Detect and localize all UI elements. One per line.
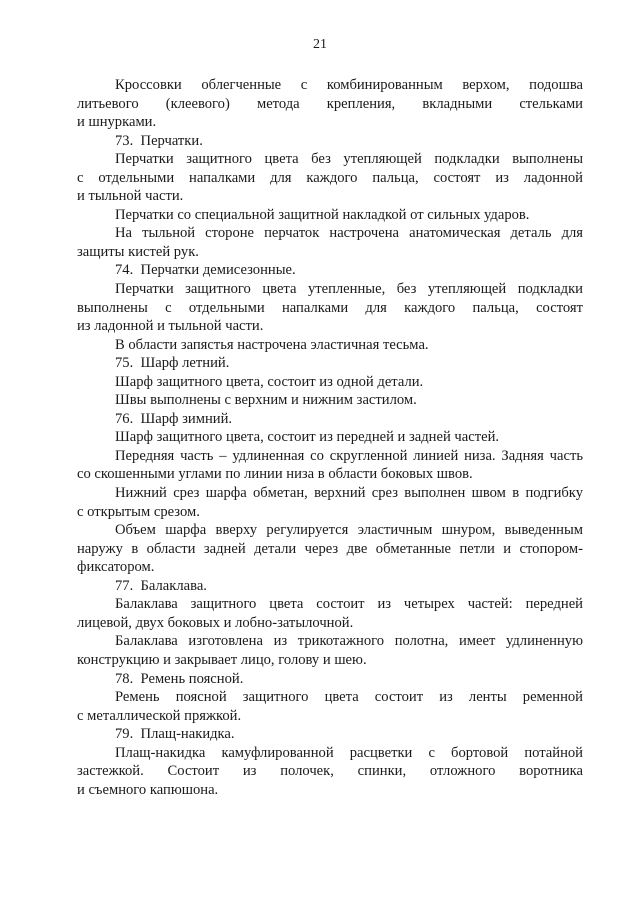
section-heading (77, 410, 583, 429)
text-line: 75. Шарф летний. (115, 355, 230, 372)
paragraph (77, 688, 583, 725)
text-line: Перчатки защитного цвета без утепляющей подкладки выполнены (115, 151, 583, 168)
text-line: из ладонной и тыльной части. (77, 318, 264, 335)
text-line: Передняя часть – удлиненная со скругленной линией низа. Задняя часть (115, 447, 583, 464)
text-line: Балаклава изготовлена из трикотажного полотна, имеет удлиненную (115, 633, 583, 650)
text-line: и съемного капюшона. (77, 781, 219, 798)
text-line: 79. Плащ-накидка. (115, 726, 235, 743)
text-line: Ремень поясной защитного цвета состоит из ленты ременной (115, 689, 583, 706)
section-heading (77, 261, 583, 280)
paragraph (77, 595, 583, 632)
paragraph (77, 373, 583, 392)
document-body (77, 76, 583, 799)
text-line: Нижний срез шарфа обметан, верхний срез выполнен швом в подгибку (115, 485, 583, 502)
text-line: фиксатором. (77, 559, 155, 576)
text-line: и тыльной части. (77, 188, 184, 205)
text-line: с отдельными напалками для каждого пальца, состоят из ладонной (77, 169, 583, 186)
text-line: Кроссовки облегченные с комбинированным верхом, подошва (115, 77, 583, 93)
text-line: Плащ-накидка камуфлированной расцветки с бортовой потайной (115, 744, 583, 761)
text-line: Перчатки со специальной защитной накладкой от сильных ударов. (115, 206, 530, 223)
text-line: конструкцию и закрывает лицо, голову и шею. (77, 651, 367, 668)
text-line: 74. Перчатки демисезонные. (115, 262, 296, 279)
paragraph (77, 336, 583, 355)
text-line: со скошенными углами по линии низа в области боковых швов. (77, 466, 473, 483)
paragraph (77, 280, 583, 336)
paragraph (77, 521, 583, 577)
text-line: лицевой, двух боковых и лобно-затылочной. (77, 614, 354, 631)
paragraph (77, 428, 583, 447)
paragraph (77, 76, 583, 132)
text-line: В области запястья настрочена эластичная тесьма. (115, 336, 429, 353)
text-line: Швы выполнены с верхним и нижним застилом. (115, 392, 417, 409)
section-heading (77, 132, 583, 151)
paragraph (77, 484, 583, 521)
paragraph (77, 632, 583, 669)
text-line: 77. Балаклава. (115, 577, 207, 594)
paragraph (77, 224, 583, 261)
paragraph (77, 744, 583, 800)
text-line: защиты кистей рук. (77, 243, 199, 260)
text-line: застежкой. Состоит из полочек, спинки, отложного воротника (77, 763, 583, 780)
text-line: 76. Шарф зимний. (115, 410, 233, 427)
text-line: 78. Ремень поясной. (115, 670, 244, 687)
text-line: Перчатки защитного цвета утепленные, без утепляющей подкладки (115, 281, 583, 298)
text-line: с открытым срезом. (77, 503, 200, 520)
text-line: 73. Перчатки. (115, 132, 203, 149)
paragraph (77, 391, 583, 410)
paragraph (77, 447, 583, 484)
text-line: с металлической пряжкой. (77, 707, 242, 724)
text-line: Объем шарфа вверху регулируется эластичным шнуром, выведенным (115, 522, 583, 539)
text-line: Шарф защитного цвета, состоит из одной детали. (115, 373, 424, 390)
paragraph (77, 206, 583, 225)
page-number: 21 (313, 37, 327, 52)
paragraph (77, 150, 583, 206)
section-heading (77, 725, 583, 744)
section-heading (77, 670, 583, 689)
section-heading (77, 354, 583, 373)
text-line: выполнены с отдельными напалками для каждого пальца, состоят (77, 299, 583, 316)
section-heading (77, 577, 583, 596)
text-line: и шнурками. (77, 114, 157, 131)
text-line: На тыльной стороне перчаток настрочена анатомическая деталь для (115, 225, 583, 242)
text-line: Шарф защитного цвета, состоит из передней и задней частей. (115, 429, 500, 446)
text-line: Балаклава защитного цвета состоит из четырех частей: передней (115, 596, 583, 613)
text-line: литьевого (клеевого) метода крепления, вкладными стельками (77, 95, 583, 112)
text-line: наружу в области задней детали через две обметанные петли и стопором- (77, 540, 583, 557)
